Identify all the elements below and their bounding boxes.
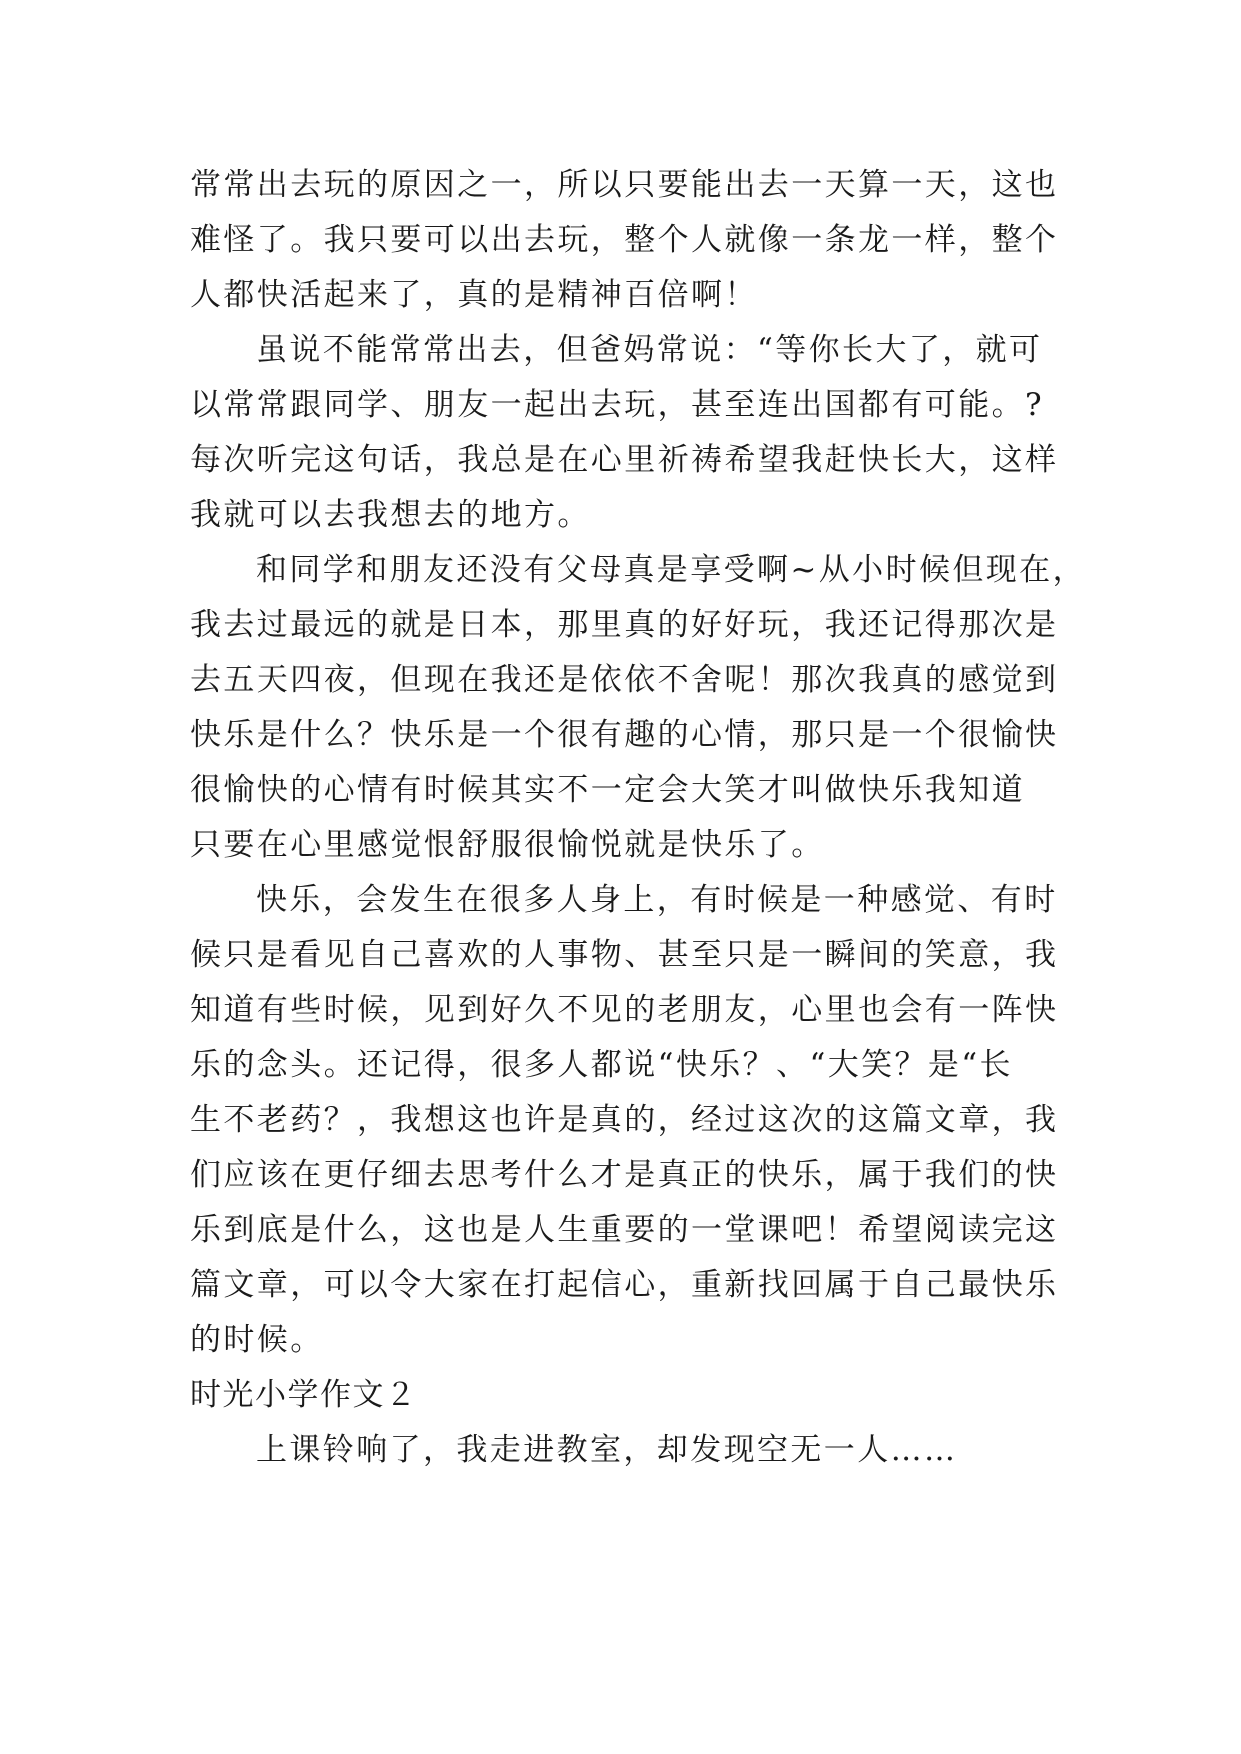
paragraph-line: 快乐，会发生在很多人身上，有时候是一种感觉、有时 <box>256 882 1058 918</box>
paragraph-line: 难怪了。我只要可以出去玩，整个人就像一条龙一样，整个 <box>190 222 1059 258</box>
paragraph-line: 只要在心里感觉恨舒服很愉悦就是快乐了。 <box>190 827 825 863</box>
paragraph-line: 常常出去玩的原因之一，所以只要能出去一天算一天，这也 <box>190 167 1059 203</box>
paragraph-line: 我去过最远的就是日本，那里真的好好玩，我还记得那次是 <box>190 607 1059 643</box>
paragraph-line: 虽说不能常常出去，但爸妈常说：“等你长大了，就可 <box>256 332 1043 368</box>
paragraph-line: 乐到底是什么，这也是人生重要的一堂课吧！希望阅读完这 <box>190 1212 1059 1248</box>
paragraph-line: 以常常跟同学、朋友一起出去玩，甚至连出国都有可能。? <box>190 387 1045 423</box>
section-heading: 时光小学作文２ <box>190 1377 418 1413</box>
paragraph-line: 很愉快的心情有时候其实不一定会大笑才叫做快乐我知道 <box>190 772 1025 808</box>
paragraph-line: 们应该在更仔细去思考什么才是真正的快乐，属于我们的快 <box>190 1157 1059 1193</box>
paragraph-line: 知道有些时候，见到好久不见的老朋友，心里也会有一阵快 <box>190 992 1059 1028</box>
paragraph-line: 每次听完这句话，我总是在心里祈祷希望我赶快长大，这样 <box>190 442 1059 478</box>
paragraph-line: 去五天四夜，但现在我还是依依不舍呢！那次我真的感觉到 <box>190 662 1059 698</box>
paragraph-line: 篇文章，可以令大家在打起信心，重新找回属于自己最快乐 <box>190 1267 1059 1303</box>
essay-body <box>190 158 1086 1478</box>
paragraph-line: 人都快活起来了，真的是精神百倍啊！ <box>190 277 758 313</box>
paragraph-line: 和同学和朋友还没有父母真是享受啊~从小时候但现在， <box>256 552 1086 588</box>
paragraph-line: 乐的念头。还记得，很多人都说“快乐？、“大笑？是“长 <box>190 1047 1013 1083</box>
paragraph-line: 生不老药？，我想这也许是真的，经过这次的这篇文章，我 <box>190 1102 1059 1138</box>
paragraph-line: 快乐是什么？快乐是一个很有趣的心情，那只是一个很愉快 <box>190 717 1059 753</box>
paragraph-line: 上课铃响了，我走进教室，却发现空无一人…… <box>256 1432 958 1468</box>
paragraph-line: 的时候。 <box>190 1322 324 1358</box>
paragraph-line: 候只是看见自己喜欢的人事物、甚至只是一瞬间的笑意，我 <box>190 937 1059 973</box>
paragraph-line: 我就可以去我想去的地方。 <box>190 497 591 533</box>
